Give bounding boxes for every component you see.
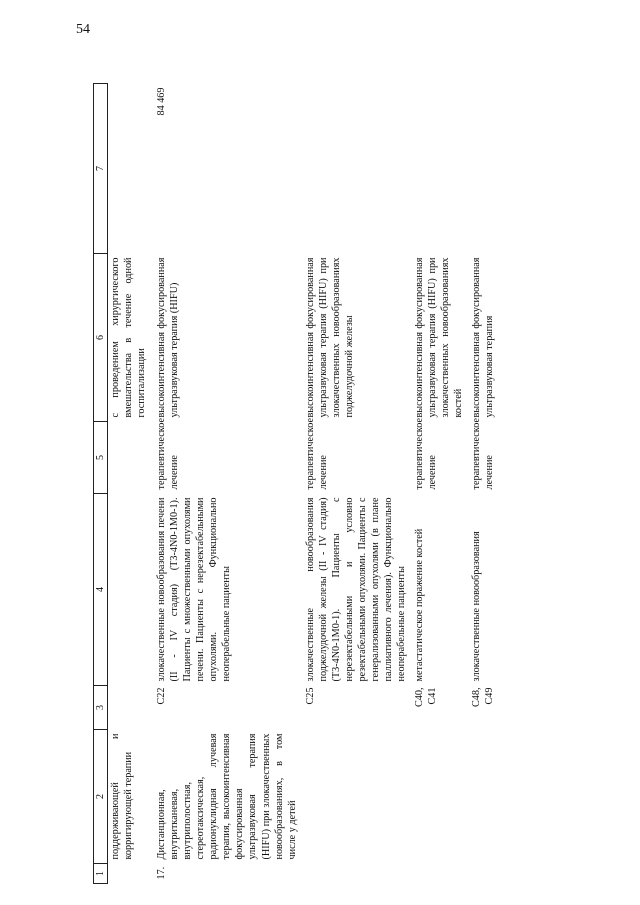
row-number: [108, 864, 150, 884]
table-row: [409, 84, 466, 884]
cost-value: [108, 84, 150, 254]
page-number: 54: [76, 22, 90, 37]
treatment-method: высокоинтенсивная фокусированная ультразвуковая терапия (HIFU): [156, 257, 181, 418]
treatment-type: терапевтическое лечение: [156, 418, 181, 490]
table-row: [300, 84, 409, 884]
table-row: [149, 84, 300, 884]
row-number: 17.: [156, 866, 168, 880]
column-header-3: 3: [94, 686, 108, 730]
column-header-5: 5: [94, 422, 108, 494]
column-header-6: 6: [94, 254, 108, 422]
cost-value: 84 469: [156, 87, 168, 116]
method-name: Дистанционная, внутритканевая, внутриполостная, стереотаксическая, радионуклидная лучевая терапия, высокоинтенсивная фокусированная ультразвуковая терапия (HIFU) при злокачественных новообразованиях, в том числе у детей: [156, 733, 298, 860]
row-number: [409, 864, 466, 884]
rotated-table-container: [93, 84, 613, 884]
column-number-row: [94, 84, 108, 884]
patient-model: злокачественные новообразования поджелудочной железы (II - IV стадия) (T3-4N0-1M0-1). Пациенты с нерезектабельными и условно резектабельными опухолями. Пациенты с генерализованными опухолями (в плане паллиативного лечения). Функционально неоперабельные пациенты: [304, 497, 407, 682]
row-number: [466, 864, 497, 884]
method-name: [409, 730, 466, 864]
column-header-2: 2: [94, 730, 108, 864]
treatment-method: высокоинтенсивная фокусированная ультразвуковая терапия: [471, 257, 496, 418]
treatment-type: терапевтическое лечение: [304, 418, 329, 490]
cost-value: [409, 84, 466, 254]
method-name: [466, 730, 497, 864]
treatment-type: терапевтическое лечение: [471, 418, 496, 490]
icd-code: C25: [304, 687, 316, 705]
icd-code: C40, C41: [414, 687, 439, 708]
icd-code: C48, C49: [471, 687, 496, 708]
method-name: поддерживающей и корригирующей терапии: [110, 733, 135, 860]
patient-model: [108, 494, 150, 686]
cost-value: [466, 84, 497, 254]
table-row: [466, 84, 497, 884]
patient-model: злокачественные новообразования: [471, 531, 483, 682]
column-header-4: 4: [94, 494, 108, 686]
treatment-method: высокоинтенсивная фокусированная ультразвуковая терапия (HIFU) при злокачественных новообразованиях костей: [414, 257, 465, 418]
method-name: [300, 730, 409, 864]
row-number: [300, 864, 409, 884]
treatment-type: терапевтическое лечение: [414, 418, 439, 490]
cost-value: [300, 84, 409, 254]
icd-code: [108, 686, 150, 730]
table-row: [108, 84, 150, 884]
column-header-7: 7: [94, 84, 108, 254]
patient-model: метастатическое поражение костей: [414, 528, 426, 682]
icd-code: C22: [156, 687, 168, 705]
column-header-1: 1: [94, 864, 108, 884]
treatment-method: с проведением хирургического вмешательства в течение одной госпитализации: [110, 257, 148, 418]
treatment-type: [108, 422, 150, 494]
treatment-method: высокоинтенсивная фокусированная ультразвуковая терапия (HIFU) при злокачественных новообразованиях поджелудочной железы: [304, 257, 355, 418]
patient-model: злокачественные новообразования печени (II - IV стадия) (T3-4N0-1M0-1). Пациенты с множественными опухолями печени. Пациенты с нерезектабельными опухолями. Функционально неоперабельные пациенты: [156, 497, 233, 682]
treatment-table: [93, 83, 497, 884]
